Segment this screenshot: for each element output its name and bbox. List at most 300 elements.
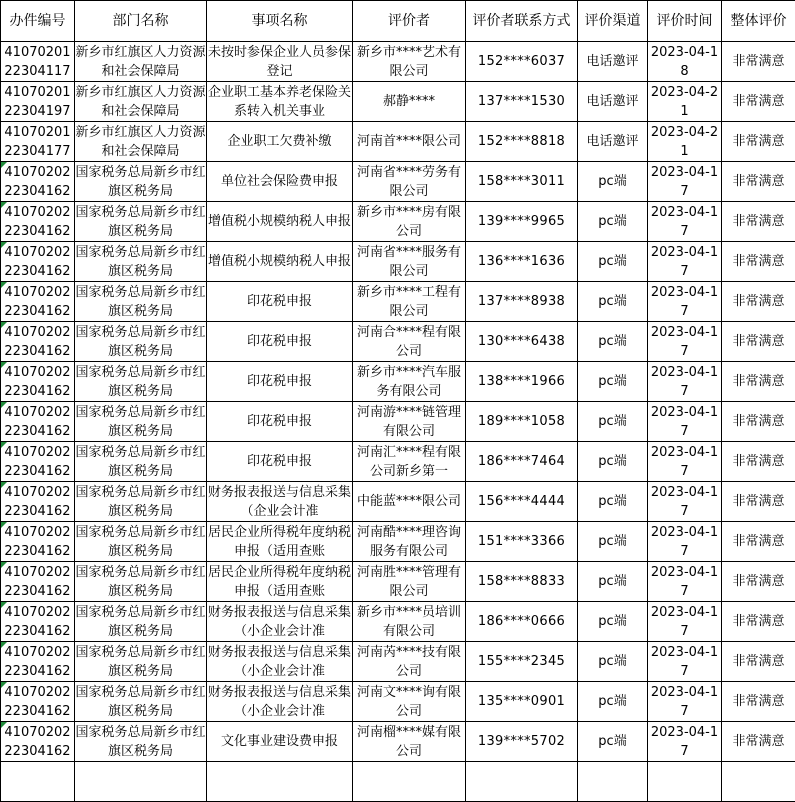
item-name-cell[interactable]: [207, 402, 353, 442]
item-name-cell-text: 增值税小规模纳税人申报: [207, 252, 352, 271]
table-row: [1, 242, 795, 282]
contact-cell[interactable]: [466, 42, 578, 82]
evaluator-cell-text: 新乡市****艺术有限公司: [353, 43, 465, 81]
channel-cell-text: pc端: [578, 492, 647, 511]
evaluator-cell[interactable]: [353, 82, 466, 122]
overall-rating-cell-text: 非常满意: [722, 692, 795, 711]
time-cell-text: 2023-04-17: [648, 643, 721, 681]
department-cell[interactable]: [75, 82, 207, 122]
job-id-cell-text: 41070202 22304162: [1, 203, 74, 241]
item-name-cell[interactable]: [207, 642, 353, 682]
contact-cell[interactable]: [466, 322, 578, 362]
overall-rating-cell-text: 非常满意: [722, 52, 795, 71]
overall-rating-cell-text: 非常满意: [722, 452, 795, 471]
overall-rating-cell[interactable]: [722, 442, 795, 482]
channel-cell-text: 电话邀评: [578, 92, 647, 111]
time-cell-text: 2023-04-17: [648, 523, 721, 561]
item-name-cell-text: 未按时参保企业人员参保登记: [207, 43, 352, 81]
contact-cell[interactable]: [466, 282, 578, 322]
channel-cell[interactable]: [578, 482, 648, 522]
evaluator-cell[interactable]: [353, 242, 466, 282]
evaluator-cell[interactable]: [353, 562, 466, 602]
header-cell[interactable]: 办件编号: [1, 1, 75, 42]
channel-cell[interactable]: [578, 202, 648, 242]
time-cell-text: 2023-04-17: [648, 443, 721, 481]
item-name-cell[interactable]: [207, 562, 353, 602]
overall-rating-cell[interactable]: [722, 282, 795, 322]
time-cell[interactable]: [648, 602, 722, 642]
overall-rating-cell[interactable]: [722, 522, 795, 562]
evaluator-cell[interactable]: [353, 282, 466, 322]
overall-rating-cell[interactable]: [722, 242, 795, 282]
job-id-cell[interactable]: [1, 202, 75, 242]
time-cell[interactable]: [648, 282, 722, 322]
evaluator-cell-text: 河南首****限公司: [353, 132, 465, 151]
contact-cell[interactable]: [466, 162, 578, 202]
item-name-cell-text: 印花税申报: [207, 412, 352, 431]
contact-cell-text: 139****9965: [466, 212, 577, 231]
overall-rating-cell-text: 非常满意: [722, 612, 795, 631]
overall-rating-cell[interactable]: [722, 722, 795, 762]
table-row: [1, 602, 795, 642]
error-indicator-icon: [1, 562, 7, 568]
item-name-cell[interactable]: [207, 82, 353, 122]
overall-rating-cell[interactable]: [722, 402, 795, 442]
contact-cell[interactable]: [466, 242, 578, 282]
error-indicator-icon: [1, 602, 7, 608]
channel-cell[interactable]: [578, 722, 648, 762]
table-body: [1, 42, 795, 802]
department-cell-text: 国家税务总局新乡市红旗区税务局: [75, 483, 206, 521]
evaluator-cell-text: 中能蓝****限公司: [353, 492, 465, 511]
contact-cell-text: 136****1636: [466, 252, 577, 271]
overall-rating-cell-text: 非常满意: [722, 652, 795, 671]
department-cell-text: 国家税务总局新乡市红旗区税务局: [75, 163, 206, 201]
table-row: [1, 522, 795, 562]
department-cell-text: 国家税务总局新乡市红旗区税务局: [75, 523, 206, 561]
time-cell[interactable]: [648, 42, 722, 82]
error-indicator-icon: [1, 202, 7, 208]
department-cell[interactable]: [75, 722, 207, 762]
job-id-cell[interactable]: [1, 122, 75, 162]
channel-cell[interactable]: [578, 42, 648, 82]
item-name-cell[interactable]: [207, 602, 353, 642]
table-row: [1, 562, 795, 602]
time-cell-text: 2023-04-17: [648, 683, 721, 721]
department-cell[interactable]: [75, 42, 207, 82]
table-row: [1, 722, 795, 762]
job-id-cell[interactable]: [1, 602, 75, 642]
department-cell-text: 国家税务总局新乡市红旗区税务局: [75, 723, 206, 761]
contact-cell[interactable]: [466, 402, 578, 442]
contact-cell[interactable]: [466, 642, 578, 682]
evaluator-cell-text: 河南游****链管理有限公司: [353, 403, 465, 441]
contact-cell[interactable]: [466, 82, 578, 122]
item-name-cell-text: 印花税申报: [207, 292, 352, 311]
time-cell-text: 2023-04-17: [648, 163, 721, 201]
contact-cell-text: 137****8938: [466, 292, 577, 311]
evaluator-cell[interactable]: [353, 162, 466, 202]
time-cell-text: 2023-04-17: [648, 603, 721, 641]
overall-rating-cell-text: 非常满意: [722, 292, 795, 311]
job-id-cell[interactable]: [1, 402, 75, 442]
channel-cell[interactable]: [578, 322, 648, 362]
channel-cell[interactable]: [578, 682, 648, 722]
overall-rating-cell-text: 非常满意: [722, 492, 795, 511]
partial-cell: [722, 762, 795, 802]
contact-cell[interactable]: [466, 722, 578, 762]
contact-cell-text: 152****6037: [466, 52, 577, 71]
overall-rating-cell-text: 非常满意: [722, 572, 795, 591]
contact-cell[interactable]: [466, 122, 578, 162]
channel-cell-text: pc端: [578, 652, 647, 671]
time-cell-text: 2023-04-17: [648, 483, 721, 521]
header-cell[interactable]: 评价者: [353, 1, 466, 42]
department-cell[interactable]: [75, 242, 207, 282]
contact-cell-text: 186****7464: [466, 452, 577, 471]
channel-cell-text: pc端: [578, 692, 647, 711]
item-name-cell[interactable]: [207, 362, 353, 402]
department-cell[interactable]: [75, 362, 207, 402]
time-cell-text: 2023-04-17: [648, 403, 721, 441]
time-cell-text: 2023-04-17: [648, 723, 721, 761]
contact-cell-text: 158****3011: [466, 172, 577, 191]
channel-cell[interactable]: [578, 282, 648, 322]
channel-cell[interactable]: [578, 82, 648, 122]
channel-cell[interactable]: [578, 122, 648, 162]
table-row: [1, 402, 795, 442]
job-id-cell[interactable]: [1, 482, 75, 522]
item-name-cell-text: 单位社会保险费申报: [207, 172, 352, 191]
item-name-cell-text: 财务报表报送与信息采集（小企业会计准: [207, 603, 352, 641]
evaluator-cell[interactable]: [353, 482, 466, 522]
evaluator-cell[interactable]: [353, 522, 466, 562]
time-cell[interactable]: [648, 722, 722, 762]
evaluator-cell-text: 郝静****: [353, 92, 465, 111]
channel-cell[interactable]: [578, 562, 648, 602]
evaluator-cell[interactable]: [353, 722, 466, 762]
item-name-cell[interactable]: [207, 202, 353, 242]
overall-rating-cell[interactable]: [722, 642, 795, 682]
contact-cell-text: 155****2345: [466, 652, 577, 671]
evaluator-cell[interactable]: [353, 322, 466, 362]
time-cell[interactable]: [648, 162, 722, 202]
error-indicator-icon: [1, 362, 7, 368]
item-name-cell[interactable]: [207, 482, 353, 522]
department-cell-text: 新乡市红旗区人力资源和社会保障局: [75, 83, 206, 121]
partial-cell: [1, 762, 75, 802]
department-cell-text: 国家税务总局新乡市红旗区税务局: [75, 243, 206, 281]
time-cell[interactable]: [648, 82, 722, 122]
overall-rating-cell-text: 非常满意: [722, 212, 795, 231]
overall-rating-cell[interactable]: [722, 322, 795, 362]
contact-cell-text: 189****1058: [466, 412, 577, 431]
overall-rating-cell[interactable]: [722, 162, 795, 202]
channel-cell-text: pc端: [578, 372, 647, 391]
evaluator-cell-text: 河南酷****理咨询服务有限公司: [353, 523, 465, 561]
evaluator-cell[interactable]: [353, 362, 466, 402]
contact-cell-text: 137****1530: [466, 92, 577, 111]
channel-cell-text: pc端: [578, 172, 647, 191]
item-name-cell[interactable]: [207, 162, 353, 202]
header-cell[interactable]: 部门名称: [75, 1, 207, 42]
partial-cell: [207, 762, 353, 802]
item-name-cell[interactable]: [207, 722, 353, 762]
department-cell-text: 国家税务总局新乡市红旗区税务局: [75, 603, 206, 641]
channel-cell[interactable]: [578, 242, 648, 282]
item-name-cell-text: 财务报表报送与信息采集（小企业会计准: [207, 683, 352, 721]
overall-rating-cell[interactable]: [722, 562, 795, 602]
time-cell[interactable]: [648, 442, 722, 482]
item-name-cell-text: 增值税小规模纳税人申报: [207, 212, 352, 231]
overall-rating-cell[interactable]: [722, 122, 795, 162]
overall-rating-cell[interactable]: [722, 82, 795, 122]
contact-cell[interactable]: [466, 522, 578, 562]
time-cell[interactable]: [648, 642, 722, 682]
time-cell[interactable]: [648, 402, 722, 442]
item-name-cell[interactable]: [207, 242, 353, 282]
contact-cell[interactable]: [466, 442, 578, 482]
item-name-cell-text: 文化事业建设费申报: [207, 732, 352, 751]
evaluator-cell[interactable]: [353, 402, 466, 442]
item-name-cell[interactable]: [207, 282, 353, 322]
header-row: [1, 1, 795, 42]
overall-rating-cell[interactable]: [722, 602, 795, 642]
evaluator-cell[interactable]: [353, 682, 466, 722]
time-cell[interactable]: [648, 242, 722, 282]
job-id-cell-text: 41070202 22304162: [1, 523, 74, 561]
contact-cell-text: 138****1966: [466, 372, 577, 391]
item-name-cell-text: 企业职工基本养老保险关系转入机关事业: [207, 83, 352, 121]
item-name-cell[interactable]: [207, 522, 353, 562]
channel-cell[interactable]: [578, 642, 648, 682]
department-cell[interactable]: [75, 322, 207, 362]
item-name-cell-text: 印花税申报: [207, 372, 352, 391]
department-cell[interactable]: [75, 202, 207, 242]
evaluator-cell-text: 新乡市****工程有限公司: [353, 283, 465, 321]
overall-rating-cell-text: 非常满意: [722, 132, 795, 151]
item-name-cell[interactable]: [207, 122, 353, 162]
channel-cell-text: pc端: [578, 532, 647, 551]
job-id-cell[interactable]: [1, 442, 75, 482]
channel-cell-text: pc端: [578, 292, 647, 311]
item-name-cell-text: 印花税申报: [207, 332, 352, 351]
table-row: [1, 362, 795, 402]
time-cell-text: 2023-04-21: [648, 123, 721, 161]
contact-cell[interactable]: [466, 682, 578, 722]
job-id-cell-text: 41070202 22304162: [1, 483, 74, 521]
job-id-cell-text: 41070202 22304162: [1, 243, 74, 281]
evaluator-cell-text: 河南胜****管理有限公司: [353, 563, 465, 601]
evaluator-cell-text: 河南文****询有限公司: [353, 683, 465, 721]
channel-cell[interactable]: [578, 522, 648, 562]
job-id-cell-text: 41070202 22304162: [1, 643, 74, 681]
evaluator-cell-text: 河南省****服务有限公司: [353, 243, 465, 281]
channel-cell-text: pc端: [578, 412, 647, 431]
channel-cell-text: pc端: [578, 452, 647, 471]
contact-cell[interactable]: [466, 602, 578, 642]
table-row: [1, 482, 795, 522]
time-cell[interactable]: [648, 322, 722, 362]
job-id-cell[interactable]: [1, 82, 75, 122]
time-cell[interactable]: [648, 362, 722, 402]
overall-rating-cell[interactable]: [722, 42, 795, 82]
job-id-cell[interactable]: [1, 682, 75, 722]
channel-cell-text: pc端: [578, 732, 647, 751]
job-id-cell[interactable]: [1, 642, 75, 682]
job-id-cell-text: 41070202 22304162: [1, 403, 74, 441]
channel-cell-text: pc端: [578, 212, 647, 231]
overall-rating-cell[interactable]: [722, 202, 795, 242]
evaluator-cell[interactable]: [353, 442, 466, 482]
job-id-cell[interactable]: [1, 162, 75, 202]
job-id-cell[interactable]: [1, 42, 75, 82]
error-indicator-icon: [1, 722, 7, 728]
partial-cell: [466, 762, 578, 802]
channel-cell-text: pc端: [578, 332, 647, 351]
evaluator-cell-text: 河南芮****技有限公司: [353, 643, 465, 681]
channel-cell[interactable]: [578, 402, 648, 442]
department-cell[interactable]: [75, 442, 207, 482]
department-cell[interactable]: [75, 642, 207, 682]
contact-cell-text: 139****5702: [466, 732, 577, 751]
time-cell[interactable]: [648, 562, 722, 602]
job-id-cell[interactable]: [1, 362, 75, 402]
table-row: [1, 202, 795, 242]
item-name-cell-text: 财务报表报送与信息采集（小企业会计准: [207, 643, 352, 681]
department-cell-text: 国家税务总局新乡市红旗区税务局: [75, 443, 206, 481]
partial-cell: [578, 762, 648, 802]
table-row: [1, 442, 795, 482]
department-cell-text: 国家税务总局新乡市红旗区税务局: [75, 403, 206, 441]
job-id-cell-text: 41070202 22304162: [1, 563, 74, 601]
department-cell-text: 国家税务总局新乡市红旗区税务局: [75, 563, 206, 601]
job-id-cell-text: 41070202 22304162: [1, 443, 74, 481]
item-name-cell[interactable]: [207, 442, 353, 482]
table-row-partial: [1, 762, 795, 802]
item-name-cell-text: 居民企业所得税年度纳税申报（适用查账: [207, 563, 352, 601]
contact-cell[interactable]: [466, 202, 578, 242]
department-cell[interactable]: [75, 162, 207, 202]
error-indicator-icon: [1, 402, 7, 408]
time-cell[interactable]: [648, 482, 722, 522]
partial-cell: [75, 762, 207, 802]
department-cell[interactable]: [75, 122, 207, 162]
header-cell[interactable]: 评价时间: [648, 1, 722, 42]
table-row: [1, 42, 795, 82]
table-row: [1, 642, 795, 682]
channel-cell-text: 电话邀评: [578, 132, 647, 151]
overall-rating-cell-text: 非常满意: [722, 732, 795, 751]
department-cell[interactable]: [75, 402, 207, 442]
job-id-cell[interactable]: [1, 282, 75, 322]
department-cell[interactable]: [75, 522, 207, 562]
header-cell[interactable]: 评价者联系方式: [466, 1, 578, 42]
evaluator-cell[interactable]: [353, 602, 466, 642]
channel-cell[interactable]: [578, 442, 648, 482]
contact-cell-text: 156****4444: [466, 492, 577, 511]
header-cell[interactable]: 评价渠道: [578, 1, 648, 42]
item-name-cell[interactable]: [207, 322, 353, 362]
overall-rating-cell[interactable]: [722, 362, 795, 402]
department-cell[interactable]: [75, 282, 207, 322]
department-cell[interactable]: [75, 602, 207, 642]
evaluator-cell[interactable]: [353, 42, 466, 82]
evaluator-cell-text: 新乡市****员培训有限公司: [353, 603, 465, 641]
department-cell[interactable]: [75, 482, 207, 522]
error-indicator-icon: [1, 482, 7, 488]
job-id-cell-text: 41070202 22304162: [1, 603, 74, 641]
time-cell[interactable]: [648, 522, 722, 562]
job-id-cell[interactable]: [1, 322, 75, 362]
channel-cell[interactable]: [578, 602, 648, 642]
department-cell[interactable]: [75, 562, 207, 602]
evaluator-cell-text: 新乡市****汽车服务有限公司: [353, 363, 465, 401]
time-cell-text: 2023-04-17: [648, 203, 721, 241]
contact-cell-text: 152****8818: [466, 132, 577, 151]
job-id-cell-text: 41070202 22304162: [1, 723, 74, 761]
contact-cell[interactable]: [466, 362, 578, 402]
channel-cell[interactable]: [578, 162, 648, 202]
header-cell[interactable]: 整体评价: [722, 1, 795, 42]
overall-rating-cell-text: 非常满意: [722, 372, 795, 391]
job-id-cell[interactable]: [1, 522, 75, 562]
overall-rating-cell[interactable]: [722, 482, 795, 522]
error-indicator-icon: [1, 322, 7, 328]
job-id-cell-text: 41070201 22304177: [1, 123, 74, 161]
overall-rating-cell-text: 非常满意: [722, 172, 795, 191]
evaluator-cell[interactable]: [353, 202, 466, 242]
item-name-cell[interactable]: [207, 682, 353, 722]
overall-rating-cell[interactable]: [722, 682, 795, 722]
department-cell-text: 国家税务总局新乡市红旗区税务局: [75, 683, 206, 721]
table-row: [1, 282, 795, 322]
job-id-cell[interactable]: [1, 562, 75, 602]
time-cell[interactable]: [648, 682, 722, 722]
department-cell-text: 国家税务总局新乡市红旗区税务局: [75, 203, 206, 241]
contact-cell-text: 186****0666: [466, 612, 577, 631]
item-name-cell[interactable]: [207, 42, 353, 82]
header-cell[interactable]: 事项名称: [207, 1, 353, 42]
time-cell-text: 2023-04-17: [648, 563, 721, 601]
item-name-cell-text: 财务报表报送与信息采集（企业会计准: [207, 483, 352, 521]
evaluator-cell-text: 新乡市****房有限公司: [353, 203, 465, 241]
channel-cell-text: pc端: [578, 612, 647, 631]
evaluator-cell[interactable]: [353, 642, 466, 682]
evaluator-cell[interactable]: [353, 122, 466, 162]
table-row: [1, 122, 795, 162]
overall-rating-cell-text: 非常满意: [722, 92, 795, 111]
table-row: [1, 682, 795, 722]
contact-cell-text: 135****0901: [466, 692, 577, 711]
error-indicator-icon: [1, 282, 7, 288]
channel-cell-text: pc端: [578, 252, 647, 271]
channel-cell-text: 电话邀评: [578, 52, 647, 71]
evaluator-cell-text: 河南汇****程有限公司新乡第一: [353, 443, 465, 481]
department-cell[interactable]: [75, 682, 207, 722]
time-cell-text: 2023-04-18: [648, 43, 721, 81]
time-cell[interactable]: [648, 202, 722, 242]
contact-cell[interactable]: [466, 482, 578, 522]
time-cell[interactable]: [648, 122, 722, 162]
error-indicator-icon: [1, 242, 7, 248]
job-id-cell[interactable]: [1, 722, 75, 762]
job-id-cell-text: 41070202 22304162: [1, 363, 74, 401]
job-id-cell[interactable]: [1, 242, 75, 282]
channel-cell-text: pc端: [578, 572, 647, 591]
contact-cell[interactable]: [466, 562, 578, 602]
channel-cell[interactable]: [578, 362, 648, 402]
